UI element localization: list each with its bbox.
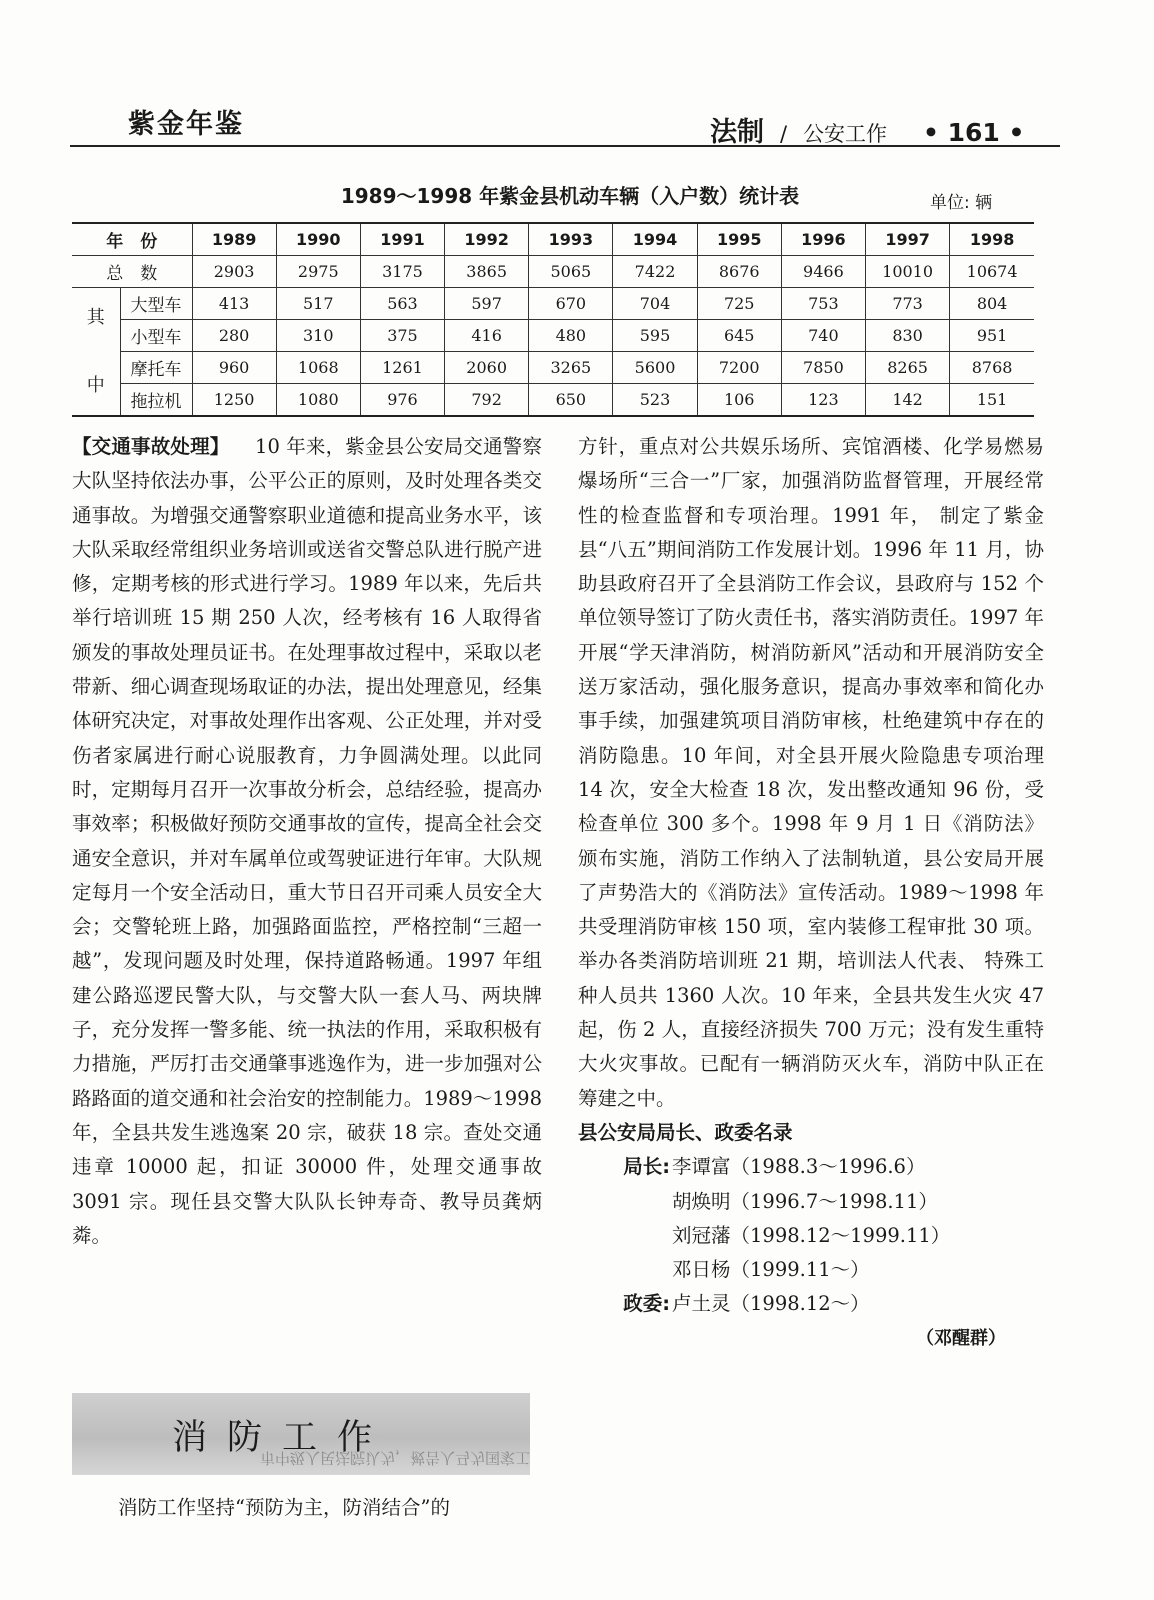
table-row: [72, 384, 1034, 417]
roster-role: [578, 1219, 672, 1253]
fire-paragraph: 方针，重点对公共娱乐场所、宾馆酒楼、化学易燃易爆场所“三合一”厂家，加强消防监督管理，开展经常性的检查监督和专项治理。1991 年， 制定了紫金县“八五”期间消防工作发展计划。1996 年 11 月，协助县政府召开了全县消防工作会议，县政府与 152 个单位领导签订了防火责任书，落实消防责任。1997 年开展“学天津消防，树消防新风”活动和开展消防安全送万家活动，强化服务意识，提高办事效率和简化办事手续，加强建筑项目消防审核，杜绝建筑中存在的消防隐患。10 年间，对全县开展火险隐患专项治理 14 次，安全大检查 18 次，发出整改通知 96 份，受检查单位 300 多个。1998 年 9 月 1 日《消防法》颁布实施，消防工作纳入了法制轨道，县公安局开展了声势浩大的《消防法》宣传活动。1989～1998 年共受理消防审核 150 项，室内装修工程审批 30 项。举办各类消防培训班 21 期，培训法人代表、 特殊工种人员共 1360 人次。10 年来，全县共发生火灾 47 起，伤 2 人，直接经济损失 700 万元；没有发生重特大火灾事故。已配有一辆消防灭火车，消防中队正在筹建之中。: [578, 435, 1044, 1110]
table-row: [72, 288, 1034, 320]
fire-opening-line: 消防工作坚持“预防为主，防消结合”的: [118, 1496, 450, 1519]
year-cell: 1993: [529, 223, 613, 256]
roster-entry: [578, 1185, 1044, 1219]
roster-role: 政委:: [623, 1292, 670, 1316]
table-cell: 8676: [697, 256, 781, 288]
table-cell: 1250: [192, 384, 276, 417]
table-cell: 7200: [697, 352, 781, 384]
table-cell: 310: [276, 320, 360, 352]
table-cell: 517: [276, 288, 360, 320]
table-cell: 2060: [445, 352, 529, 384]
table-cell: 280: [192, 320, 276, 352]
right-column: [578, 430, 1044, 1356]
table-cell: 2975: [276, 256, 360, 288]
section-title: 消防工作: [172, 1418, 393, 1458]
year-cell: 1994: [613, 223, 697, 256]
table-cell: 753: [781, 288, 865, 320]
table-cell: 670: [529, 288, 613, 320]
year-cell: 1996: [781, 223, 865, 256]
table-cell: 773: [866, 288, 950, 320]
table-cell: 1080: [276, 384, 360, 417]
table-header-row: [72, 223, 1034, 256]
year-header: 年 份: [72, 223, 192, 256]
table-cell: 5600: [613, 352, 697, 384]
table-cell: 1261: [360, 352, 444, 384]
header-section-info: [710, 110, 1025, 149]
traffic-paragraph: [72, 430, 542, 1253]
header-rule: [70, 145, 1060, 147]
table-cell: 976: [360, 384, 444, 417]
table-cell: 8768: [950, 352, 1034, 384]
author-credit: （邓醒群）: [916, 1327, 1006, 1349]
roster-name: 邓日杨（1999.11～）: [672, 1258, 870, 1282]
vehicle-stats-table: [72, 222, 1034, 417]
table-cell: 7422: [613, 256, 697, 288]
total-label: 总 数: [72, 256, 192, 288]
roster-role: [578, 1253, 672, 1287]
group-label-char: 中: [86, 374, 105, 396]
year-cell: 1992: [445, 223, 529, 256]
table-row: [72, 320, 1034, 352]
row-label: 小型车: [120, 320, 192, 352]
table-cell: 106: [697, 384, 781, 417]
roster-entry: [578, 1219, 1044, 1253]
year-cell: 1989: [192, 223, 276, 256]
row-label: 大型车: [120, 288, 192, 320]
table-row-total: [72, 256, 1034, 288]
table-cell: 830: [866, 320, 950, 352]
roster-name: 胡焕明（1996.7～1998.11）: [672, 1189, 938, 1213]
roster-title: 县公安局局长、政委名录: [578, 1120, 793, 1144]
bleed-through-text: 市中级人民法院认为，被告人马为国家工: [259, 1449, 530, 1467]
table-cell: 804: [950, 288, 1034, 320]
table-cell: 3265: [529, 352, 613, 384]
table-cell: 2903: [192, 256, 276, 288]
roster-role: [578, 1185, 672, 1219]
table-cell: 595: [613, 320, 697, 352]
table-cell: 413: [192, 288, 276, 320]
group-label-char: 其: [86, 306, 105, 328]
table-cell: 650: [529, 384, 613, 417]
roster-entry: [578, 1253, 1044, 1287]
table-cell: 1068: [276, 352, 360, 384]
roster-entry: [578, 1287, 1044, 1321]
table-unit: 单位: 辆: [930, 193, 993, 213]
table-cell: 5065: [529, 256, 613, 288]
year-cell: 1995: [697, 223, 781, 256]
table-cell: 960: [192, 352, 276, 384]
year-cell: 1991: [360, 223, 444, 256]
table-cell: 704: [613, 288, 697, 320]
left-column: [72, 430, 542, 1253]
table-cell: 563: [360, 288, 444, 320]
table-cell: 951: [950, 320, 1034, 352]
book-title: 紫金年鉴: [128, 109, 244, 140]
table-row: [72, 352, 1034, 384]
table-cell: 142: [866, 384, 950, 417]
group-label: [72, 288, 120, 417]
table-cell: 740: [781, 320, 865, 352]
header-subsection: 公安工作: [802, 122, 887, 146]
header-section: 法制: [710, 117, 764, 148]
table-cell: 10010: [866, 256, 950, 288]
roster-entry: [578, 1150, 1044, 1184]
table-cell: 8265: [866, 352, 950, 384]
row-label: 摩托车: [120, 352, 192, 384]
table-cell: 375: [360, 320, 444, 352]
table-cell: 3175: [360, 256, 444, 288]
table-cell: 416: [445, 320, 529, 352]
table-cell: 792: [445, 384, 529, 417]
table-cell: 9466: [781, 256, 865, 288]
table-cell: 10674: [950, 256, 1034, 288]
year-cell: 1998: [950, 223, 1034, 256]
traffic-heading: 【交通事故处理】: [72, 435, 230, 458]
table-cell: 480: [529, 320, 613, 352]
traffic-body: 10 年来，紫金县公安局交通警察大队坚持依法办事，公平公正的原则，及时处理各类交通事故。为增强交通警察职业道德和提高业务水平，该大队采取经常组织业务培训或送省交警总队进行脱产进修，定期考核的形式进行学习。1989 年以来，先后共举行培训班 15 期 250 人次，经考核有 16 人取得省颁发的事故处理员证书。在处理事故过程中，采取以老带新、细心调查现场取证的办法，提出处理意见，经集体研究决定，对事故处理作出客观、公正处理，并对受伤者家属进行耐心说服教育，力争圆满处理。以此同时，定期每月召开一次事故分析会，总结经验，提高办事效率；积极做好预防交通事故的宣传，提高全社会交通安全意识，并对车属单位或驾驶证进行年审。大队规定每月一个安全活动日，重大节日召开司乘人员安全大会；交警轮班上路，加强路面监控，严格控制“三超一越”，发现问题及时处理，保持道路畅通。1997 年组建公路巡逻民警大队，与交警大队一套人马、两块牌子，充分发挥一警多能、统一执法的作用，采取积极有力措施，严厉打击交通肇事逃逸作为，进一步加强对公路路面的道交通和社会治安的控制能力。1989～1998 年，全县共发生逃逸案 20 宗，破获 18 宗。查处交通违章 10000 起，扣证 30000 件，处理交通事故 3091 宗。现任县交警大队队长钟寿奇、教导员龚炳粦。: [72, 435, 542, 1247]
roster-name: 刘冠藩（1998.12～1999.11）: [672, 1223, 951, 1247]
roster-name: 卢土灵（1998.12～）: [672, 1292, 870, 1316]
table-cell: 597: [445, 288, 529, 320]
table-cell: 523: [613, 384, 697, 417]
table-cell: 7850: [781, 352, 865, 384]
header-separator: /: [779, 122, 788, 146]
page-number: • 161 •: [922, 118, 1025, 147]
table-title: 1989～1998 年紫金县机动车辆（入户数）统计表: [340, 184, 800, 208]
year-cell: 1990: [276, 223, 360, 256]
table-cell: 123: [781, 384, 865, 417]
year-cell: 1997: [866, 223, 950, 256]
table-cell: 725: [697, 288, 781, 320]
table-cell: 151: [950, 384, 1034, 417]
row-label: 拖拉机: [120, 384, 192, 417]
roster-role: 局长:: [623, 1155, 670, 1179]
table-cell: 645: [697, 320, 781, 352]
table-cell: 3865: [445, 256, 529, 288]
roster-name: 李谭富（1988.3～1996.6）: [672, 1155, 926, 1179]
